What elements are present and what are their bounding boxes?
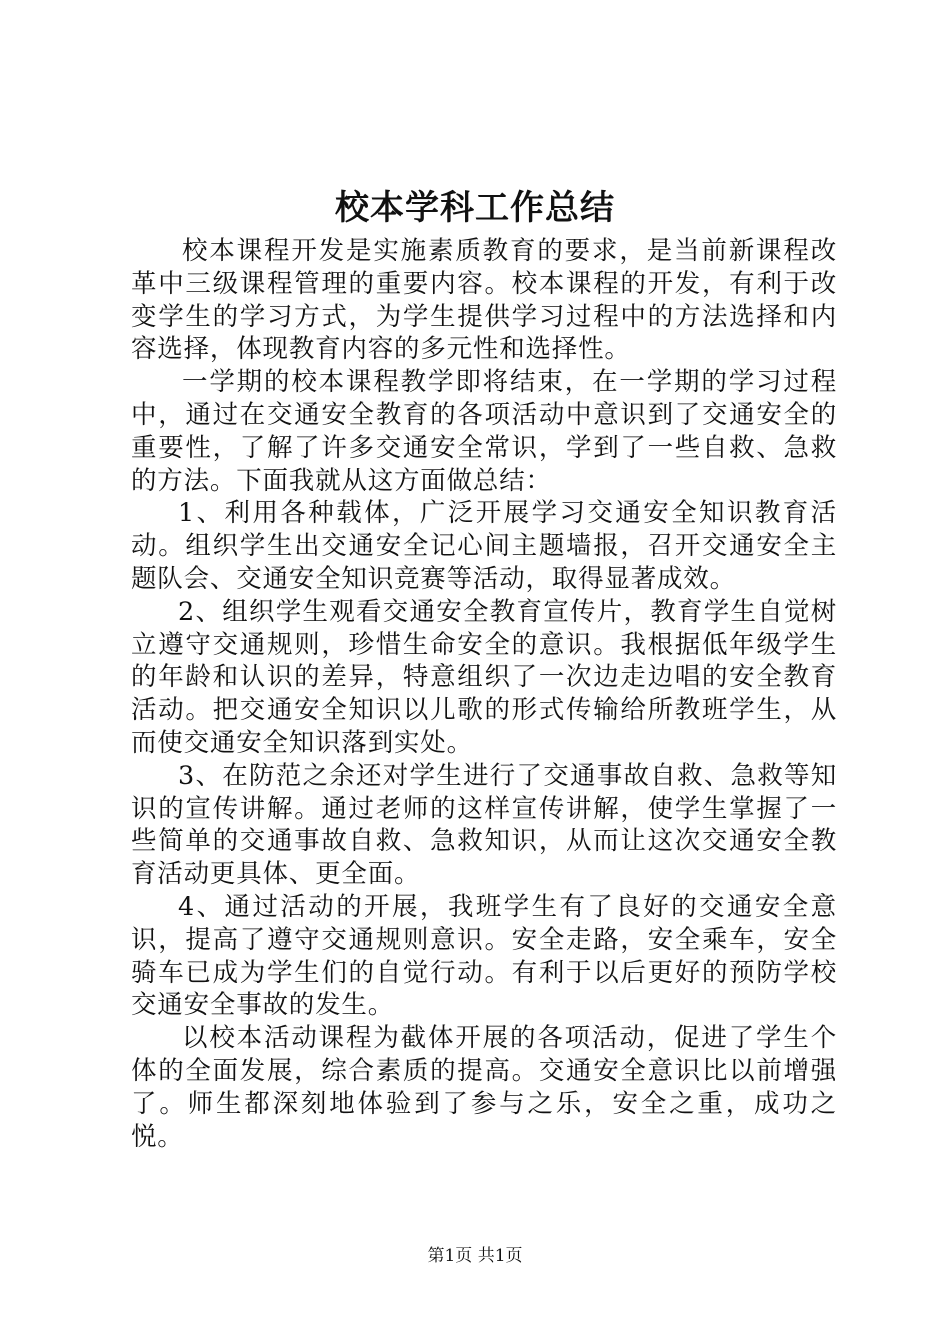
page-number: 第1页: [427, 1246, 473, 1266]
document-title: 校本学科工作总结: [335, 188, 615, 228]
page-footer: [0, 1245, 950, 1267]
paragraph-item-4: 4、通过活动的开展，我班学生有了良好的交通安全意识，提高了遵守交通规则意识。安全走路，安全乘车，安全骑车已成为学生们的自觉行动。有利于以后更好的预防学校交通安全事故的发生。: [131, 891, 837, 1021]
paragraph-item-3: 3、在防范之余还对学生进行了交通事故自救、急救等知识的宣传讲解。通过老师的这样宣传讲解，使学生掌握了一些简单的交通事故自救、急救知识，从而让这次交通安全教育活动更具体、更全面。: [131, 760, 837, 890]
document-body: [131, 235, 837, 1153]
paragraph-conclusion: 以校本活动课程为截体开展的各项活动，促进了学生个体的全面发展，综合素质的提高。交通安全意识比以前增强了。师生都深刻地体验到了参与之乐，安全之重，成功之悦。: [131, 1023, 837, 1152]
paragraph-summary-lead: 一学期的校本课程教学即将结束，在一学期的学习过程中，通过在交通安全教育的各项活动中意识到了交通安全的重要性，了解了许多交通安全常识，学到了一些自救、急救的方法。下面我就从这方面做总结：: [131, 367, 837, 496]
page-total: 共1页: [477, 1246, 523, 1266]
paragraph-item-1: 1、利用各种载体，广泛开展学习交通安全知识教育活动。组织学生出交通安全记心间主题墙报，召开交通安全主题队会、交通安全知识竞赛等活动，取得显著成效。: [131, 498, 837, 594]
paragraph-intro: 校本课程开发是实施素质教育的要求，是当前新课程改革中三级课程管理的重要内容。校本课程的开发，有利于改变学生的学习方式，为学生提供学习过程中的方法选择和内容选择，体现教育内容的多元性和选择性。: [131, 236, 837, 365]
paragraph-item-2: 2、组织学生观看交通安全教育宣传片，教育学生自觉树立遵守交通规则，珍惜生命安全的意识。我根据低年级学生的年龄和认识的差异，特意组织了一次边走边唱的安全教育活动。把交通安全知识以儿歌的形式传输给所教班学生，从而使交通安全知识落到实处。: [131, 596, 837, 758]
